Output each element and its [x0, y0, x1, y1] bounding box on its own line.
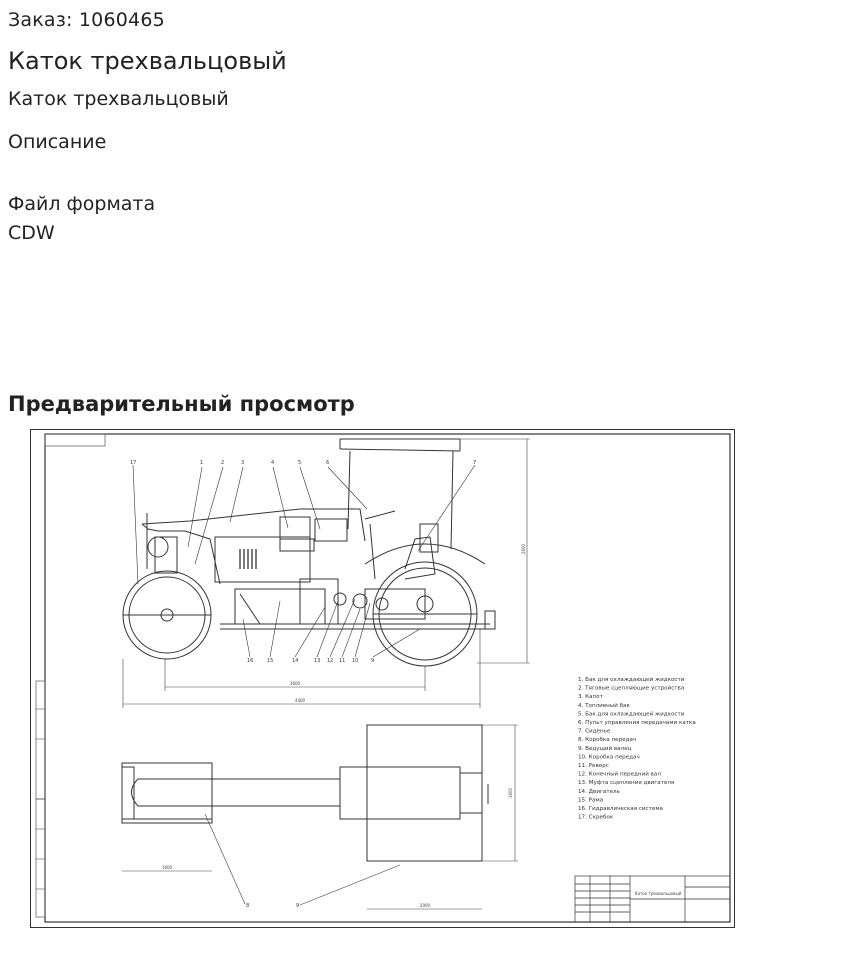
- callout-number: 14: [292, 658, 299, 664]
- drawing-preview: [30, 429, 735, 928]
- callout-number: 15: [267, 658, 274, 664]
- callout-number: 5: [298, 460, 302, 466]
- svg-text:Каток трехвальцовый: Каток трехвальцовый: [634, 891, 682, 896]
- callout-number: 17: [130, 460, 137, 466]
- callout-number: 8: [246, 903, 250, 909]
- svg-text:1600: 1600: [508, 787, 513, 799]
- legend-item: 9. Ведущий валец: [578, 745, 632, 752]
- legend-item: 12. Конечный передний вал: [578, 771, 661, 778]
- legend-item: 16. Гидравлическая система: [578, 806, 663, 812]
- file-format-label: Файл формата: [8, 193, 156, 215]
- callout-number: 16: [247, 658, 254, 664]
- legend-item: 8. Коробка передач: [578, 737, 637, 744]
- legend-item: 2. Тяговые сцепляющие устройства: [578, 685, 685, 692]
- callout-number: 6: [326, 460, 330, 466]
- legend-item: 1. Бак для охлаждающей жидкости: [578, 677, 685, 683]
- svg-text:4400: 4400: [294, 698, 306, 703]
- callout-number: 11: [339, 658, 346, 664]
- svg-text:1600: 1600: [161, 865, 173, 870]
- svg-text:2600: 2600: [521, 543, 526, 555]
- legend-item: 4. Топливный бак: [578, 702, 630, 709]
- preview-heading: Предварительный просмотр: [8, 392, 355, 416]
- legend-item: 11. Реверс: [578, 763, 609, 769]
- legend-item: 10. Коробка передач: [578, 754, 640, 761]
- callout-number: 9: [371, 658, 375, 664]
- callout-number: 10: [352, 658, 359, 664]
- description-label: Описание: [8, 131, 107, 153]
- callout-number: 4: [271, 460, 275, 466]
- legend-item: 7. Сиденье: [578, 728, 611, 735]
- legend-item: 6. Пульт управления передачами катка: [578, 720, 696, 726]
- callout-number: 2: [221, 460, 225, 466]
- legend-item: 5. Бак для охлаждающей жидкости: [578, 711, 685, 718]
- legend-item: 15. Рама: [578, 797, 604, 804]
- callout-number: 12: [327, 658, 334, 664]
- product-subtitle: Каток трехвальцовый: [8, 88, 229, 110]
- product-title: Каток трехвальцовый: [8, 47, 287, 75]
- callout-number: 7: [473, 460, 477, 466]
- svg-text:2000: 2000: [419, 903, 431, 908]
- callout-number: 9: [296, 903, 300, 909]
- callout-number: 3: [241, 460, 245, 466]
- order-number: Заказ: 1060465: [8, 9, 165, 31]
- file-format-value: CDW: [8, 222, 55, 244]
- legend-item: 13. Муфта сцепления двигателя: [578, 780, 675, 787]
- legend-item: 17. Скребок: [578, 814, 614, 821]
- callout-number: 1: [200, 460, 204, 466]
- callout-number: 13: [314, 658, 321, 664]
- legend-item: 3. Капот: [578, 694, 603, 701]
- legend-item: 14. Двигатель: [578, 788, 620, 795]
- svg-text:3600: 3600: [289, 681, 301, 686]
